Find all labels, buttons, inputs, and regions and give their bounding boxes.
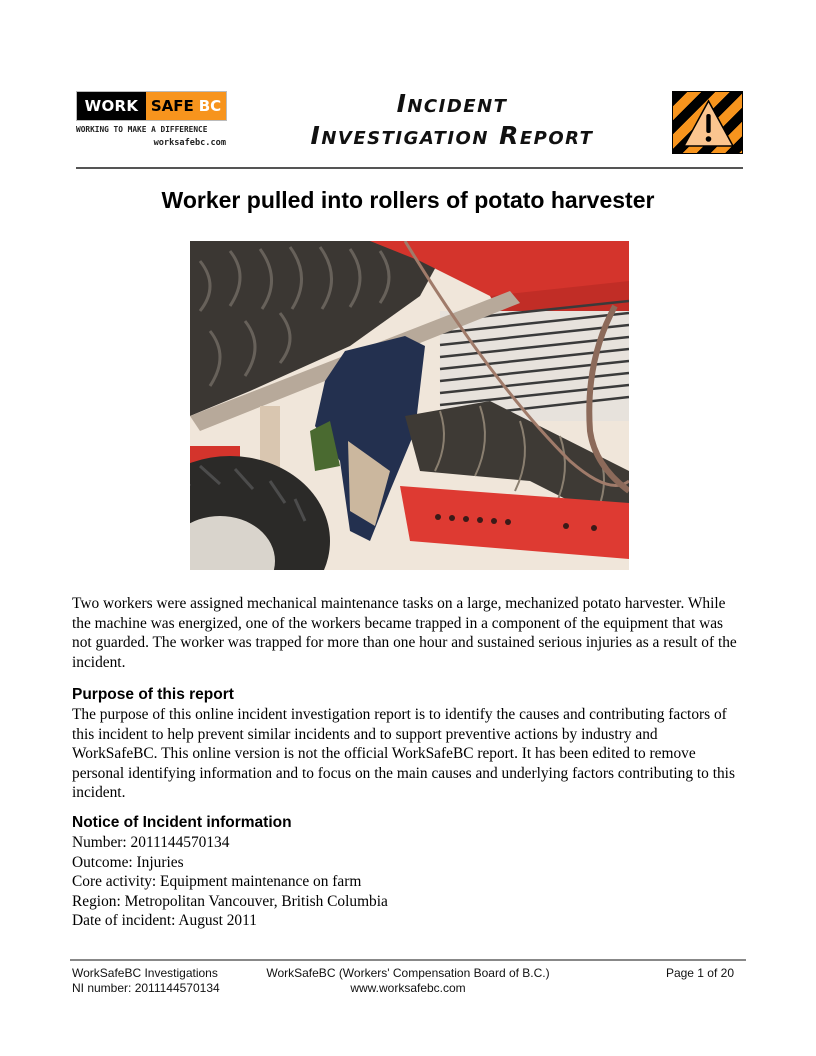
report-title-line1: Incident	[396, 89, 508, 118]
incident-photo	[190, 241, 629, 570]
logo-work: WORK	[77, 92, 146, 120]
footer-center	[258, 966, 558, 996]
logo-bc: BC	[198, 97, 222, 115]
footer-divider	[70, 959, 746, 961]
logo-website: worksafebc.com	[153, 138, 226, 148]
notice-region: Region: Metropolitan Vancouver, British Columbia	[72, 892, 388, 910]
notice-outcome: Outcome: Injuries	[72, 853, 184, 871]
notice-info-list	[72, 833, 388, 931]
logo-safe-bc	[146, 92, 226, 120]
purpose-paragraph: The purpose of this online incident investigation report is to identify the causes and contributing factors of this incident to help prevent similar incidents and to support preventive actions by industry and WorkSafeBC. This online version is not the official WorkSafeBC report. It has been edited to remove personal identifying information and to focus on the main causes and underlying factors contributing to this incident.	[72, 706, 735, 801]
notice-core-activity: Core activity: Equipment maintenance on farm	[72, 873, 362, 890]
report-type-title	[262, 88, 642, 152]
logo-tagline: WORKING TO MAKE A DIFFERENCE	[76, 125, 208, 134]
footer-left	[72, 966, 220, 996]
page-number: Page 1 of 20	[665, 966, 734, 980]
notice-date: Date of incident: August 2011	[72, 912, 257, 929]
footer-investigations: WorkSafeBC Investigations	[72, 966, 218, 980]
document-title: Worker pulled into rollers of potato harvester	[161, 187, 655, 213]
report-title-line2: Investigation Report	[310, 121, 594, 150]
purpose-heading: Purpose of this report	[72, 686, 234, 703]
footer-ni-number: NI number: 2011144570134	[72, 981, 220, 995]
footer-website: www.worksafebc.com	[350, 981, 466, 995]
header-divider	[76, 167, 743, 169]
notice-number: Number: 2011144570134	[72, 834, 230, 851]
notice-heading: Notice of Incident information	[72, 814, 292, 831]
worksafebc-logo	[76, 91, 227, 121]
intro-paragraph: Two workers were assigned mechanical maintenance tasks on a large, mechanized potato harvester. While the machine was energized, one of the workers became trapped in a component of the equipment that was not guarded. The worker was trapped for more than one hour and sustained serious injuries as a result of the incident.	[72, 595, 737, 671]
footer-organization: WorkSafeBC (Workers' Compensation Board of B.C.)	[266, 966, 550, 980]
logo-safe: SAFE	[150, 97, 194, 115]
warning-triangle-icon	[672, 91, 743, 154]
